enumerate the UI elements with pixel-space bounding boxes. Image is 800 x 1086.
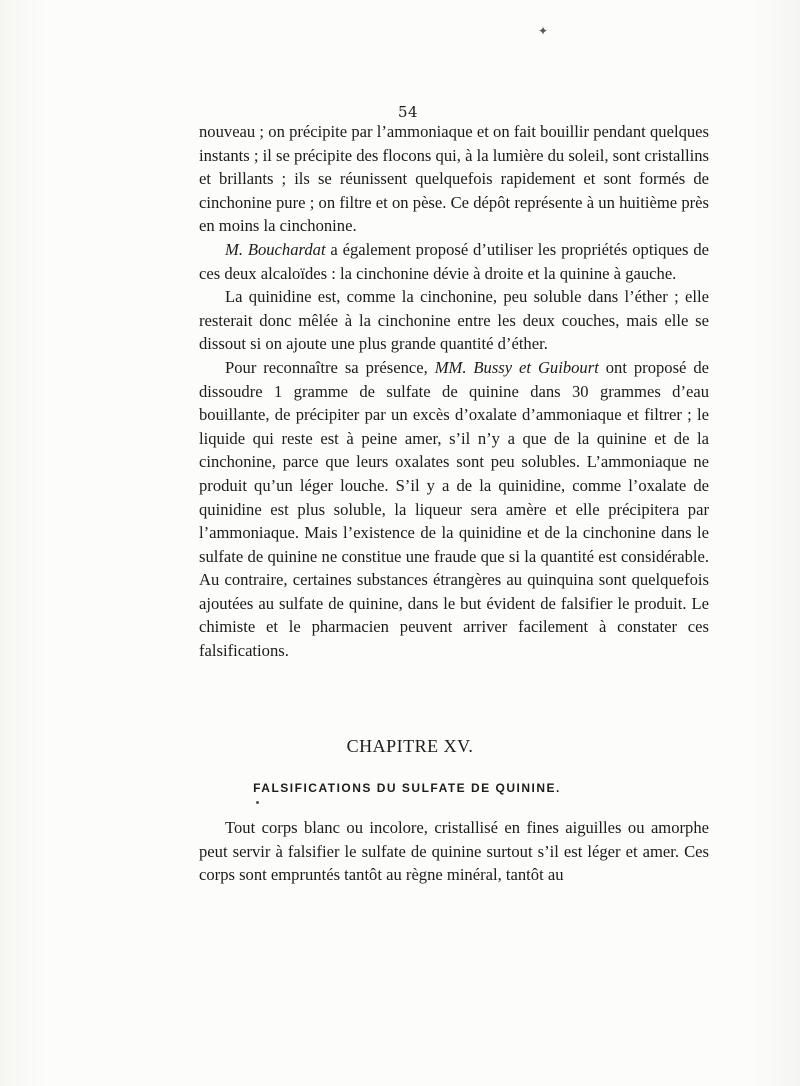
paragraph-4-text-start: Pour reconnaître sa présence, — [225, 357, 435, 377]
paragraph-2 — [199, 238, 709, 285]
section-title: FALSIFICATIONS DU SULFATE DE QUININE. — [253, 781, 561, 795]
paragraph-1 — [199, 120, 709, 238]
paragraph-5-text: Tout corps blanc ou incolore, cristallisé en fines aiguilles ou amorphe peut servir à falsifier le sulfate de quinine surtout s’il est léger et amer. Ces corps sont empruntés tantôt au règne minéral, tantôt au — [199, 818, 709, 885]
paragraph-4-text: ont proposé de dissoudre 1 gramme de sulfate de quinine dans 30 grammes d’eau bouillante, de précipiter par un excès d’oxalate d’ammoniaque et filtrer ; le liquide qui reste est à peine amer, s’il n’y a que de la quinine et de la cinchonine, parce que leurs oxalates sont peu solubles. L’ammoniaque ne produit qu’un léger louche. S’il y a de la quinidine, comme l’oxalate de quinidine est plus soluble, la liqueur sera amère et elle précipitera par l’ammoniaque. Mais l’existence de la quinidine et de la cinchonine dans le sulfate de quinine ne constitue une fraude que si la quantité est considérable. Au contraire, certaines substances étrangères au quinquina sont quelquefois ajoutées au sulfate de quinine, dans le but évident de falsifier le produit. Le chimiste et le pharmacien peuvent arriver facilement à constater ces falsifications. — [199, 357, 709, 661]
printer-mark-icon: ✦ — [538, 24, 549, 38]
page-number: 54 — [397, 103, 419, 121]
closing-text — [199, 816, 709, 887]
paragraph-2-text: a également proposé d’utiliser les propriétés optiques de ces deux alcaloïdes : la cinchonine dévie à droite et la quinine à gauche. — [199, 239, 710, 283]
paragraph-1-text: nouveau ; on précipite par l’ammoniaque et on fait bouillir pendant quelques instants ; il se précipite des flocons qui, à la lumière du soleil, sont cristallins et brillants ; ils se réunissent quelquefois rapidement et sont formés de cinchonine pure ; on filtre et on pèse. Ce dépôt représente à un huitième près en moins la cinchonine. — [199, 122, 709, 236]
author-bouchardat: M. Bouchardat — [225, 239, 326, 259]
paragraph-5 — [199, 816, 709, 887]
author-bussy-guibourt: MM. Bussy et Guibourt — [434, 357, 599, 377]
paragraph-3-text: La quinidine est, comme la cinchonine, peu soluble dans l’éther ; elle resterait donc mêlée à la cinchonine entre les deux couches, mais elle se dissout si on ajoute une plus grande quantité d’éther. — [199, 287, 709, 354]
main-text — [199, 120, 709, 663]
ink-dot — [256, 801, 259, 804]
paragraph-3 — [199, 285, 709, 356]
paragraph-4 — [199, 356, 709, 663]
chapter-title: CHAPITRE XV. — [346, 736, 474, 756]
